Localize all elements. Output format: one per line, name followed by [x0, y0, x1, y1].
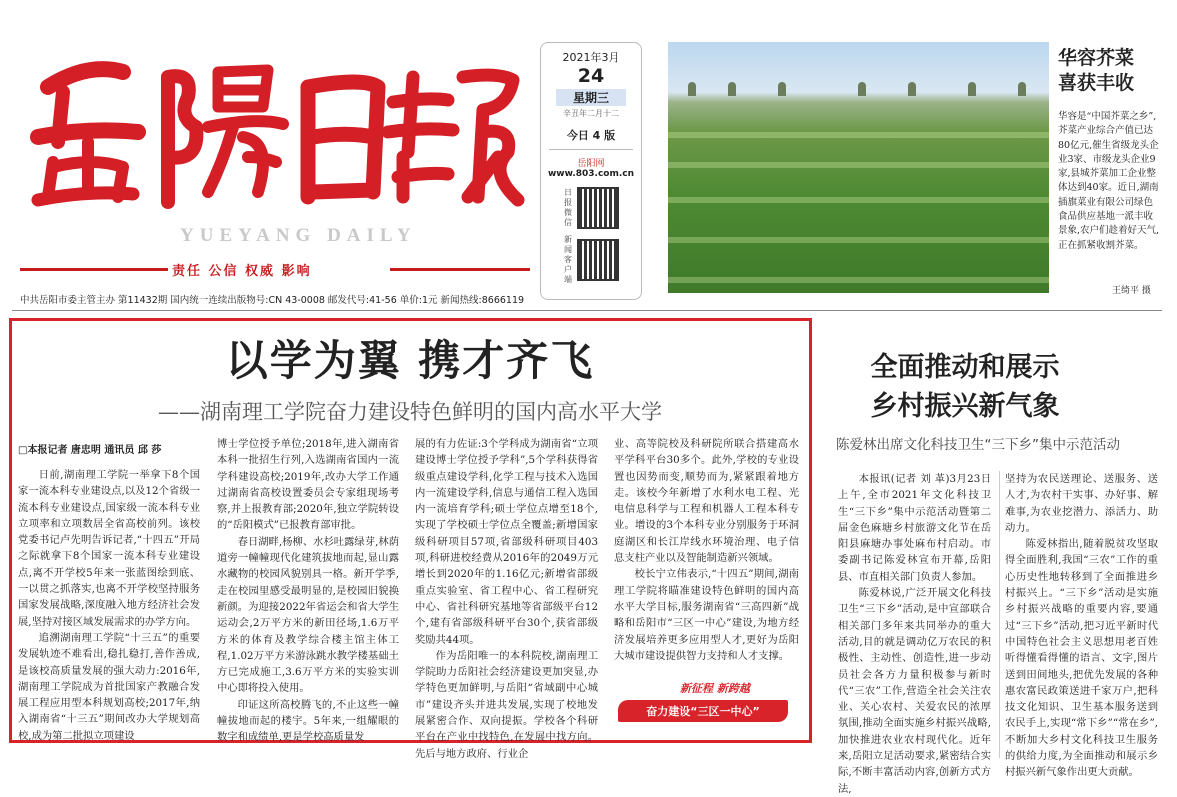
campaign-badge — [618, 680, 788, 728]
right-column-1: 本报讯(记者 刘 革)3月23日上午,全市2021年文化科技卫生“三下乡”集中示范活动暨第二届金色麻塘乡村旅游文化节在岳阳县麻塘办事处麻布村启动。市委副书记陈爱林宣布开幕,岳阳县、市直相关部门负责人参加。 陈爱林说,广泛开展文化科技卫生“三下乡”活动,是中宣部联合相关部门多年来共同举办的重大活动,目的就是调动亿万农民的积极性、主动性、创造性,进一步动员社会各方力量积极参与新时代“三农”工作,营造全社会关注农业、关心农村、关爱农民的浓厚氛围,推动全面实施乡村振兴战略,加快推进农业农村现代化。近年来,岳阳立足活动要求,紧密结合实际,不断丰富活动内容,创新方式方法, — [838, 473, 991, 795]
lead-column-4: 业、高等院校及科研院所联合搭建高水平学科平台30多个。此外,学校的专业设置也因势而变,顺势而为,紧紧跟着地方走。该校今年新增了水利水电工程、光电信息科学与工程和机器人工程本科专业。增设的3个本科专业分别服务于环洞庭湖区和长江岸线水环境治理、电子信息支柱产业以及智能制造新兴领域。 校长宁立伟表示,“十四五”期间,湖南理工学院将瞄准建设特色鲜明的国内高水平大学目标,服务湖南省“三高四新”战略和岳阳市“三区一中心”建设,为地方经济发展培养更多应用型人才,更好为岳阳大城市建设提供智力支持和人才支撑。 — [614, 438, 799, 662]
photo-caption-title: 华容芥菜 喜获丰收 — [1058, 47, 1135, 94]
date-day: 24 — [577, 65, 605, 87]
header-rule — [12, 310, 1162, 311]
page-count: 今日 4 版 — [566, 129, 616, 142]
masthead-logo — [18, 32, 528, 217]
lead-headline[interactable]: 以学为翼 携才齐飞 — [225, 336, 595, 385]
lead-column-3: 展的有力佐证:3个学科成为湖南省“立项建设博士学位授予学科”,5个学科获得省级重点建设学科,化学工程与技术入选国内一流建设学科,信息与通信工程入选国内一流培育学科;硕士学位点增至18个,实现了学校硕士学位点全覆盖;新增国家级科研项目57项,省部级科研项目403项,科研进校经费从2016年的2049万元增长到2020年的1.16亿元;新增省部级重点实验室、省工程中心、省工程研究中心、省社科研究基地等省部级平台12个,建有省部级科研平台30个,获省部级奖励共44项。 作为岳阳唯一的本科院校,湖南理工学院助力岳阳社会经济建设更加突显,办学特色更加鲜明,与岳阳“省域副中心城市”建设齐头并进共发展,实现了校地发展紧密合作、双向提振。学校各个科研平台在产业中找特色,在发展中找方向。先后与地方政府、行业企 — [415, 438, 598, 760]
lead-subhead: ——湖南理工学院奋力建设特色鲜明的国内高水平大学 — [158, 400, 662, 424]
badge-banner: 奋力建设“三区一中心” — [618, 700, 788, 722]
lead-column-2: 博士学位授予单位;2018年,进入湖南省本科一批招生行列,入选湖南省国内一流学科建设高校;2019年,改办大学工作通过湖南省高校设置委员会专家组现场考察,并上报教育部;2020年,独立学院转设的“岳阳模式”已报教育部审批。 春日湖畔,杨柳、水杉吐露绿芽,林荫道旁一幢幢现代化建筑拔地而起,显山露水藏物的校园风貌别具一格。新开学季,走在校园里感受最明显的,是校园旧貌换新颜。为迎接2022年省运会和省大学生运动会,2万平方米的新田径场,1.6万平方米的体育及教学综合楼主馆主体工程,1.02万平方米游泳跳水教学楼基础土方已完成施工,3.6万平方米的实验实训中心即将投入使用。 印证这所高校腾飞的,不止这些一幢幢拔地而起的楼宇。5年来,一组耀眼的数字和成绩单,更是学校高质量发 — [217, 438, 399, 744]
lead-byline: □本报记者 唐忠明 通讯员 邱 莎 — [18, 445, 162, 456]
photo-caption-text: 华容是“中国芥菜之乡”,芥菜产业综合产值已达80亿元,催生省级龙头企业3家、市级龙头企业9家,县城芥菜加工企业整体达到40家。近日,湖南插旗菜业有限公司绿色食品供应基地一派丰收景象,农户们趁着好天气,正在抓紧收割芥菜。 — [1058, 111, 1160, 251]
date-weekday: 星期三 — [556, 89, 626, 106]
lead-column-1: 日前,湖南理工学院一举拿下8个国家一流本科专业建设点,以及12个省级一流本科专业建设点,国家级一流本科专业立项率和立项数居全省高校前列。该校党委书记卢先明告诉记者,“十四五”开局之际就拿下8个国家一流本科专业建设点,离不开学校5年来一张蓝图绘到底、一以贯之抓落实,也离不开学校坚持服务国家发展战略,深度融入地方经济社会发展,坚持对接区域发展需求的办学方向。 追溯湖南理工学院“十三五”的重要发展轨迹不难看出,稳扎稳打,善作善成,是该校高质量发展的强大动力:2016年,湖南理工学院成为首批国家产教融合发展工程应用型本科规划高校;2017年,纳入湖南省“十三五”期间改办大学规划高校,成为第二批拟立项建设 — [18, 469, 200, 742]
qr-wechat-icon[interactable] — [577, 187, 619, 229]
right-column-2: 坚持为农民送理论、送服务、送人才,为农村干实事、办好事、解难事,为农业挖潜力、添活力、助动力。 陈爱林指出,随着脱贫攻坚取得全面胜利,我国“三农”工作的重心历史性地转移到了全面推进乡村振兴上。“三下乡”活动是实施乡村振兴战略的重要内容,要通过“三下乡”活动,把习近平新时代中国特色社会主义思想用老百姓听得懂看得懂的语言、文字,图片送到田间地头,把优先发展的各种惠农富民政策送进千家万户,把科技文化知识、卫生基本服务送到农民手上,实现“常下乡”“常在乡”,不断加大乡村文化科技卫生服务的供给力度,为全面推动和展示乡村振兴新气象作出更大贡献。 — [1005, 473, 1158, 779]
column-divider — [999, 471, 1000, 758]
right-headline[interactable]: 全面推动和展示 乡村振兴新气象 — [870, 352, 1060, 422]
publication-info: 中共岳阳市委主管主办 第11432期 国内统一连续出版物号:CN 43-0008 邮发代号:41-56 单价:1元 新闻热线:8666119 — [20, 295, 525, 306]
qr-wechat-label: 日报微信 — [564, 188, 572, 227]
mustard-field-photo — [668, 42, 1049, 293]
masthead-english: YUEYANG DAILY — [180, 225, 417, 246]
date-lunar: 辛丑年二月十二 — [563, 109, 619, 118]
badge-slogan: 新征程 新跨越 — [680, 682, 750, 695]
site-label: 岳阳网 — [577, 159, 605, 169]
qr-app-icon[interactable] — [577, 239, 619, 281]
site-url[interactable]: www.803.com.cn — [547, 169, 635, 179]
qr-app-label: 新闻客户端 — [564, 235, 572, 284]
photo-credit: 王绮平 摄 — [1112, 286, 1151, 296]
date-box — [540, 42, 642, 300]
date-year-month: 2021年3月 — [562, 51, 620, 64]
masthead-motto: 责任 公信 权威 影响 — [172, 264, 312, 279]
right-subhead: 陈爱林出席文化科技卫生“三下乡”集中示范活动 — [836, 437, 1120, 453]
